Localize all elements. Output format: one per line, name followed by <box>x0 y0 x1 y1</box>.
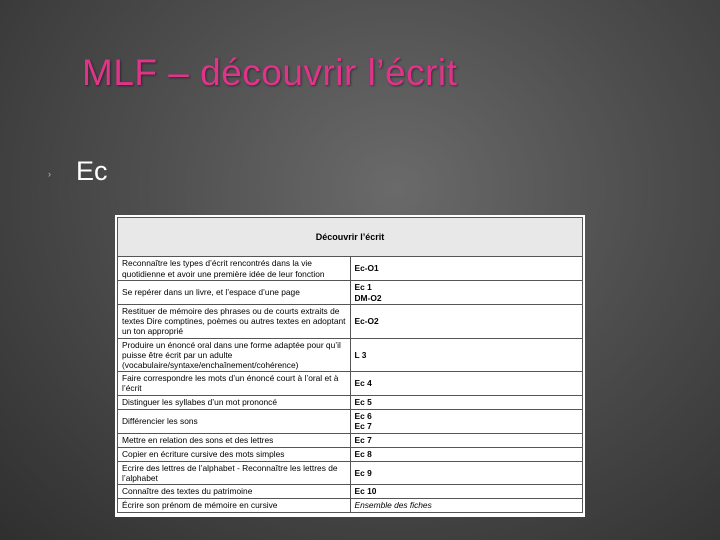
table-row <box>118 447 583 461</box>
code-cell: Ec 10 <box>350 485 583 499</box>
bullet-item <box>48 156 108 187</box>
code-cell: Ec 8 <box>350 447 583 461</box>
code-cell: Ec 7 <box>350 433 583 447</box>
competency-table <box>117 217 583 513</box>
code-cell: Ec-O1 <box>350 257 583 281</box>
table-row <box>118 409 583 433</box>
skill-cell: Faire correspondre les mots d’un énoncé court à l’oral et à l’écrit <box>118 372 351 395</box>
code-cell: Ec-O2 <box>350 305 583 339</box>
table-row <box>118 433 583 447</box>
table-row <box>118 499 583 513</box>
skill-cell: Connaître des textes du patrimoine <box>118 485 351 499</box>
table-row <box>118 305 583 339</box>
skill-cell: Distinguer les syllabes d’un mot prononcé <box>118 395 351 409</box>
skill-cell: Mettre en relation des sons et des lettres <box>118 433 351 447</box>
skill-cell: Produire un énoncé oral dans une forme adaptée pour qu’il puisse être écrit par un adulte (vocabulaire/syntaxe/enchaînement/cohérence) <box>118 338 351 372</box>
slide-title: MLF – découvrir l’écrit <box>82 52 458 93</box>
code-cell: Ensemble des fiches <box>350 499 583 513</box>
competency-table-image <box>115 215 585 517</box>
skill-cell: Restituer de mémoire des phrases ou de courts extraits de textes Dire comptines, poèmes ou autres textes en adoptant un ton approprié <box>118 305 351 339</box>
skill-cell: Différencier les sons <box>118 409 351 433</box>
code-cell: Ec 6 Ec 7 <box>350 409 583 433</box>
code-cell: Ec 4 <box>350 372 583 395</box>
table-row <box>118 281 583 305</box>
bullet-text: Ec <box>76 156 108 186</box>
table-header: Découvrir l’écrit <box>118 218 583 257</box>
bullet-arrow-icon: › <box>48 168 51 179</box>
skill-cell: Reconnaître les types d’écrit rencontrés dans la vie quotidienne et avoir une première idée de leur fonction <box>118 257 351 281</box>
skill-cell: Se repérer dans un livre, et l’espace d’une page <box>118 281 351 305</box>
skill-cell: Écrire son prénom de mémoire en cursive <box>118 499 351 513</box>
skill-cell: Copier en écriture cursive des mots simples <box>118 447 351 461</box>
table-row <box>118 338 583 372</box>
code-cell: Ec 9 <box>350 461 583 484</box>
code-cell: Ec 1 DM-O2 <box>350 281 583 305</box>
skill-cell: Ecrire des lettres de l’alphabet - Reconnaître les lettres de l’alphabet <box>118 461 351 484</box>
code-cell: Ec 5 <box>350 395 583 409</box>
table-row <box>118 257 583 281</box>
code-cell: L 3 <box>350 338 583 372</box>
table-row <box>118 372 583 395</box>
table-row <box>118 461 583 484</box>
table-row <box>118 485 583 499</box>
table-row <box>118 395 583 409</box>
